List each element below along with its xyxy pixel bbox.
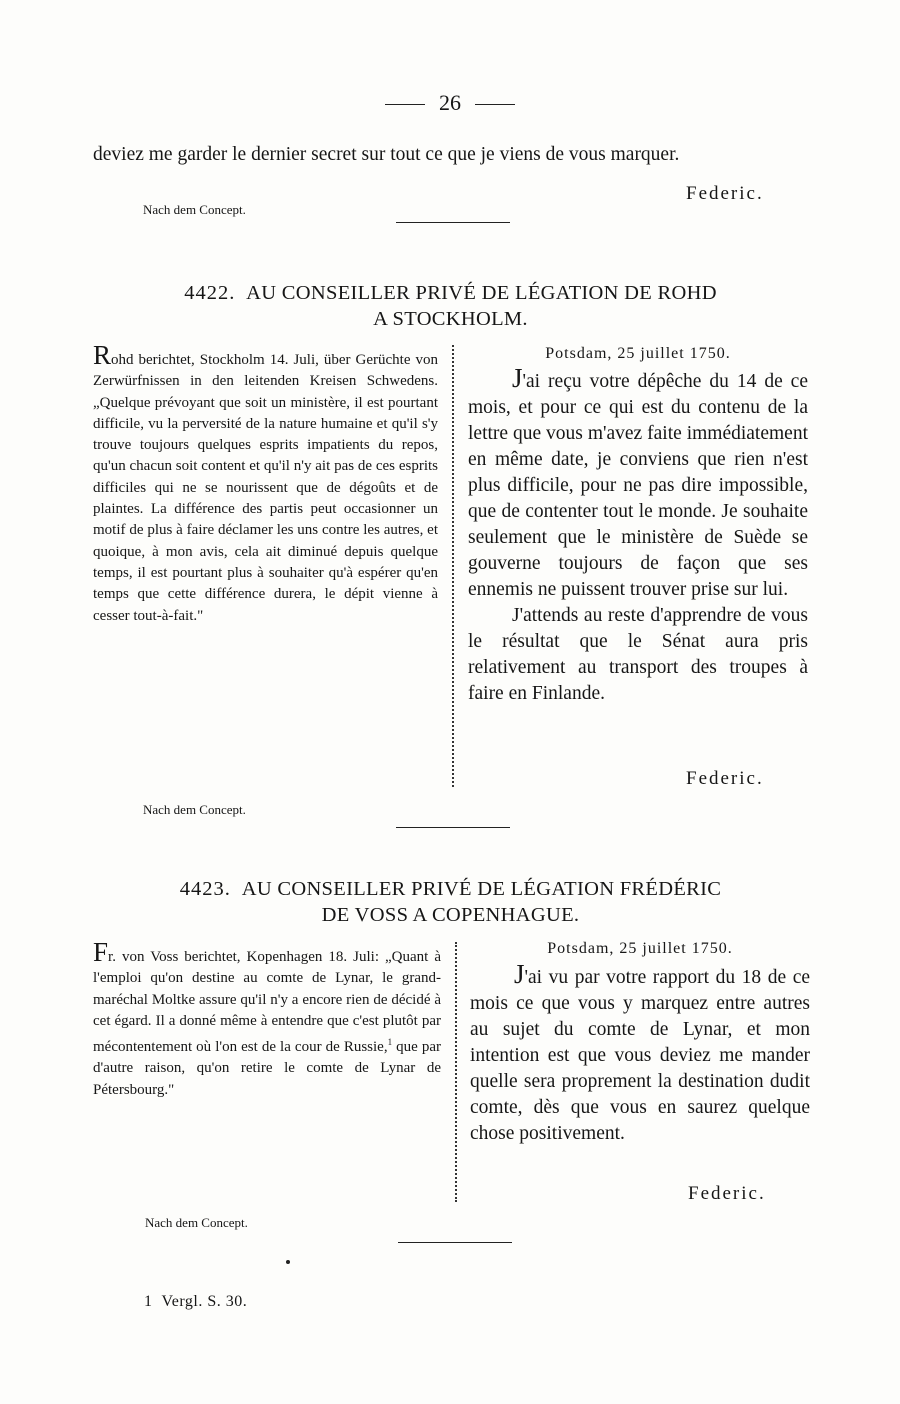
top-signature: Federic. xyxy=(686,183,764,204)
letter-4423-dateline: Potsdam, 25 juillet 1750. xyxy=(547,940,733,957)
letter-4422-signature: Federic. xyxy=(686,768,764,789)
letter-4423-signature: Federic. xyxy=(688,1183,766,1204)
letter-4423-title-line1: 4423. AU CONSEILLER PRIVÉ DE LÉGATION FRÉDÉRIC xyxy=(179,878,722,900)
ink-speck xyxy=(286,1260,290,1264)
letter-4423-title-line2: DE VOSS A COPENHAGUE. xyxy=(321,904,580,926)
letter-4422-number: 4422. xyxy=(184,282,236,304)
page-number-dash-left xyxy=(385,104,425,105)
letter-4422-summary: Rohd berichtet, Stockholm 14. Juli, über Gerüchte von Zerwürfnissen in den leitenden Kreisen Schwedens. „Quelque prévoyant que soit un ministère, il est pourtant difficile, vu la perversité de la nature humaine et qu'il s'y trouve toujours quelques esprits impatients du repos, qu'un chacun soit content et qu'il n'y ait pas de ces esprits difficiles qui ne se nourissent que de dégoûts et de plaintes. La différence des partis peut occasionner un motif de plus à faire déclamer les uns contre les autres, et quoique, à mon avis, cela ait diminué depuis quelque temps, il est pourtant plus à souhaiter qu'à espérer qu'en temps que cette différence durera, le dépit vienne à cesser tout-à-fait." xyxy=(93,340,438,624)
footnote-text: Vergl. S. 30. xyxy=(161,1293,248,1310)
letter-4422-paragraph-2: J'attends au reste d'apprendre de vous le résultat que le Sénat aura pris relativement au transport des troupes à faire en Finlande. xyxy=(468,605,808,704)
continuation-text: deviez me garder le dernier secret sur tout ce que je viens de vous marquer. xyxy=(93,144,680,165)
letter-4423-body xyxy=(470,959,810,1147)
letter-4423-concept-note: Nach dem Concept. xyxy=(145,1215,248,1230)
letter-4422-body xyxy=(468,363,808,707)
letter-4423-summary: Fr. von Voss berichtet, Kopenhagen 18. Juli: „Quant à l'emploi qu'on destine au comte de Lynar, le grand-maréchal Moltke assure qu'il n'y a encore rien de décidé à cet égard. Il a donné même à entendre que c'est plutôt par mécontentement où l'on est de la cour de Russie,$^1$ que par d'autre raison, qu'on retire le comte de Lynar de Pétersbourg." xyxy=(93,937,441,1098)
section-rule-3 xyxy=(398,1242,512,1243)
top-concept-note: Nach dem Concept. xyxy=(143,202,246,217)
footnote xyxy=(144,1293,247,1311)
letter-4422-paragraph-1: J'ai reçu votre dépêche du 14 de ce mois, et pour ce qui est du contenu de la lettre que vous m'avez faite immédiatement en même date, je conviens que rien n'est plus difficile, pour ne pas dire impossible, que de contenter tout le monde. Je souhaite seulement que le ministère de Suède se gouverne toujours de façon que ses ennemis ne puissent trouver prise sur lui. xyxy=(468,363,808,600)
letter-4423-paragraph-1: J'ai vu par votre rapport du 18 de ce mois ce que vous y marquez entre autres au sujet du comte de Lynar, et mon intention est que vous deviez me mander quelle sera proprement la destination dudit comte, dès que vous en saurez quelque chose positivement. xyxy=(470,959,810,1144)
section-rule-2 xyxy=(396,827,510,828)
letter-4422-column-divider xyxy=(452,345,454,787)
letter-4422-title-line2: A STOCKHOLM. xyxy=(373,308,528,330)
page-number-dash-right xyxy=(475,104,515,105)
letter-4423-column-divider xyxy=(455,942,457,1202)
letter-4422-concept-note: Nach dem Concept. xyxy=(143,802,246,817)
page-number: 26 xyxy=(0,90,900,116)
letter-4423-heading xyxy=(93,876,808,928)
letter-4423-number: 4423. xyxy=(179,878,231,900)
letter-4422-title-line1: 4422. AU CONSEILLER PRIVÉ DE LÉGATION DE ROHD xyxy=(184,282,717,304)
footnote-reference: 1 xyxy=(387,1037,393,1048)
footnote-marker: 1 xyxy=(144,1293,153,1310)
letter-4422-heading xyxy=(93,280,808,332)
letter-4423-summary-initial: F xyxy=(93,937,109,967)
letter-4422-summary-initial: R xyxy=(93,340,112,370)
letter-4422-dateline: Potsdam, 25 juillet 1750. xyxy=(545,345,731,362)
section-rule-1 xyxy=(396,222,510,223)
